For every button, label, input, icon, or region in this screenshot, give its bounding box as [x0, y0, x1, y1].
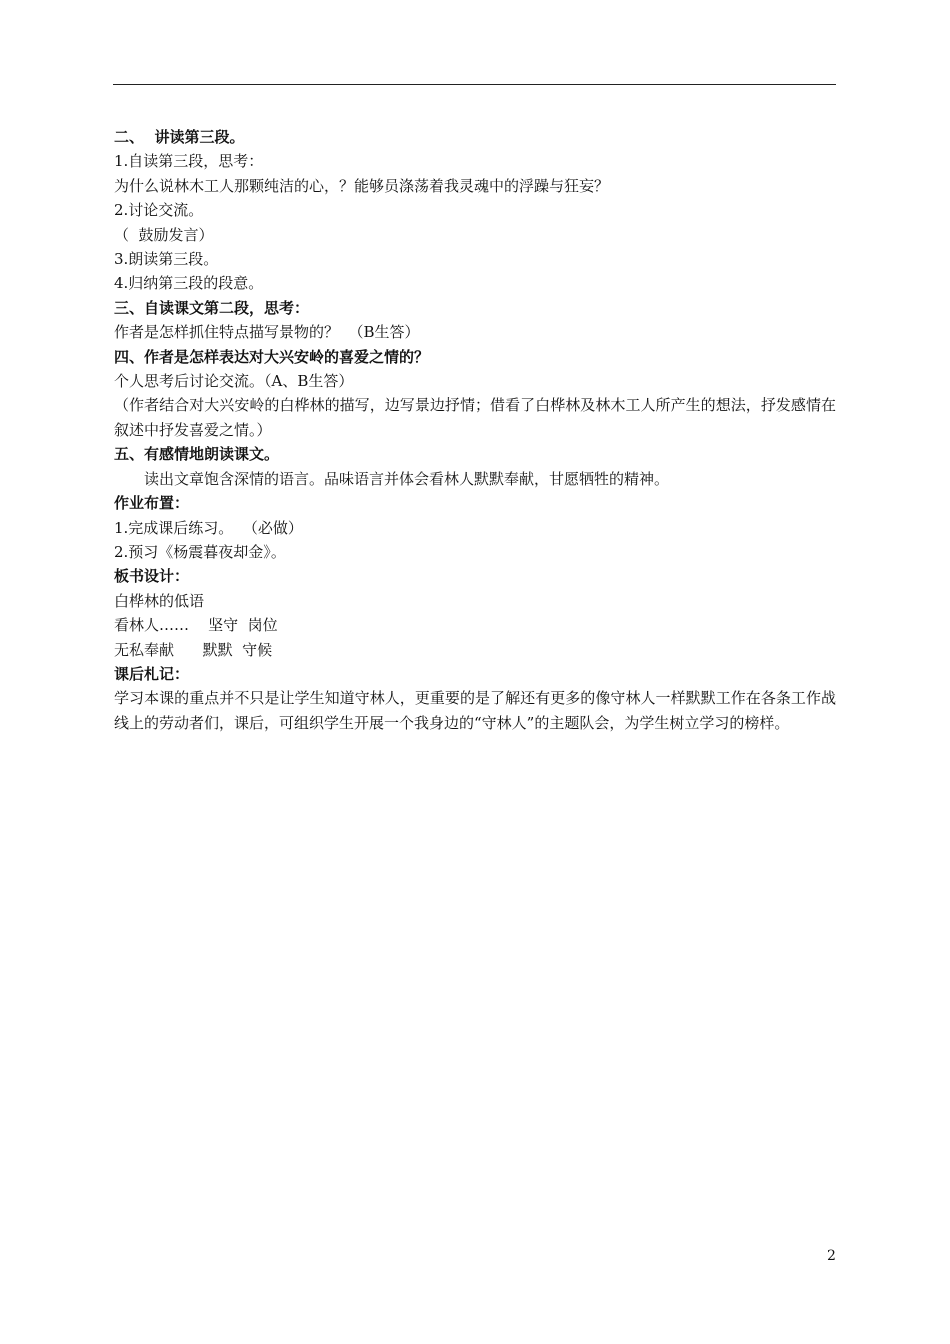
board-design-heading: 板书设计：: [114, 567, 190, 586]
question-text: 作者是怎样抓住特点描写景物的？ （B生答）: [114, 323, 420, 342]
list-item: 1.完成课后练习。 （必做）: [114, 518, 303, 537]
list-item: 1.自读第三段，思考：: [114, 152, 264, 171]
section-heading: 四、作者是怎样表达对大兴安岭的喜爱之情的？: [114, 347, 430, 366]
question-text: 为什么说林木工人那颗纯洁的心，？能够员涤荡着我灵魂中的浮躁与狂妄？: [114, 176, 610, 195]
body-text: 个人思考后讨论交流。（A、B生答）: [114, 372, 354, 391]
answer-paragraph: （作者结合对大兴安岭的白桦林的描写，边写景边抒情；借看了白桦林及林木工人所产生的想法，抒发感情在叙述中抒发喜爱之情。）: [114, 396, 836, 439]
list-item: 3.朗读第三段。: [114, 250, 219, 269]
document-body: [114, 125, 836, 735]
board-line: 无私奉献 默默 守候: [114, 640, 273, 659]
notes-heading: 课后札记：: [114, 664, 190, 683]
list-item: 2.讨论交流。: [114, 201, 204, 220]
section-heading: 二、 讲读第三段。: [114, 128, 245, 146]
section-heading: 五、有感情地朗读课文。: [114, 445, 280, 464]
board-title: 白桦林的低语: [114, 591, 205, 610]
note-text: （ 鼓励发言）: [114, 225, 214, 244]
board-line: 看林人…… 坚守 岗位: [114, 616, 278, 635]
list-item: 2.预习《杨震暮夜却金》。: [114, 542, 286, 561]
section-heading: 三、自读课文第二段，思考：: [114, 298, 310, 317]
page-number: 2: [827, 1248, 836, 1264]
notes-paragraph: 学习本课的重点并不只是让学生知道守林人，更重要的是了解还有更多的像守林人一样默默工作在各条工作战线上的劳动者们，课后，可组织学生开展一个我身边的“守林人”的主题队会，为学生树立学习的榜样。: [114, 689, 836, 732]
homework-heading: 作业布置：: [114, 494, 190, 513]
list-item: 4.归纳第三段的段意。: [114, 274, 264, 293]
body-text: 读出文章饱含深情的语言。品味语言并体会看林人默默奉献，甘愿牺牲的精神。: [144, 469, 670, 488]
header-rule: [113, 84, 836, 85]
